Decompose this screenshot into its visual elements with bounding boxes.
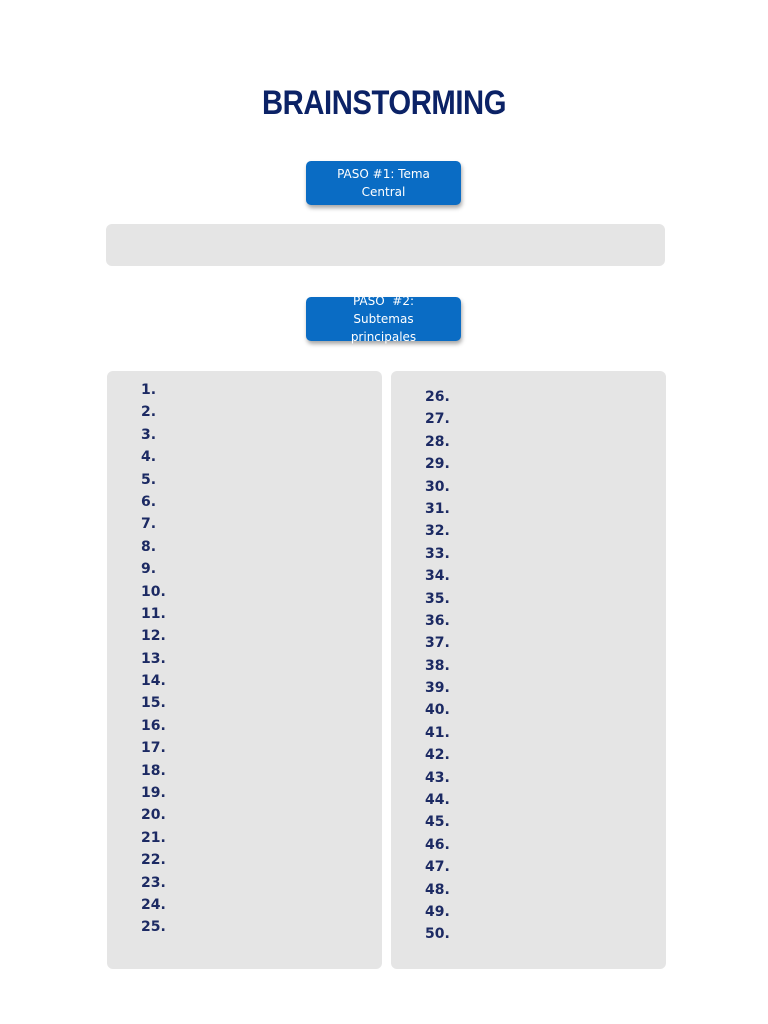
list-item-number: 42. [425,747,450,764]
list-item-number: 18. [141,762,166,779]
list-item-number: 32. [425,523,450,540]
list-item-number: 20. [141,807,166,824]
step2-button[interactable] [306,294,461,344]
page-title: BRAINSTORMING [261,84,507,122]
list-item-number: 15. [141,695,166,712]
list-item-number: 43. [425,769,450,786]
list-item-number: 41. [425,724,450,741]
list-item-number: 35. [425,590,450,607]
list-item-number: 47. [425,859,450,876]
list-item-number: 28. [425,433,450,450]
list-item-number: 39. [425,680,450,697]
list-item-number: 45. [425,814,450,831]
list-item-number: 8. [141,538,157,555]
list-item-number: 4. [141,449,157,466]
subtopics-panel-right[interactable] [391,371,666,969]
subtopics-list-right [391,386,666,946]
list-item-number: 9. [141,561,157,578]
list-item-number: 49. [425,903,450,920]
list-item-number: 26. [425,389,450,405]
list-item-number: 50. [425,926,450,943]
list-item-number: 10. [141,583,166,600]
list-item-number: 29. [425,456,450,473]
list-item-number: 6. [141,493,157,510]
list-item-number: 48. [425,881,450,898]
list-item-number: 1. [141,382,157,398]
list-item-number: 38. [425,657,450,674]
list-item-number: 12. [141,628,166,645]
subtopics-list-left [107,379,382,939]
list-item-number: 46. [425,836,450,853]
subtopics-panel-left[interactable] [107,371,382,969]
list-item-number: 17. [141,740,166,757]
list-item-number: 3. [141,426,157,443]
list-item-number: 16. [141,717,166,734]
list-item-number: 13. [141,650,166,667]
list-item-number: 5. [141,471,157,488]
list-item-number: 19. [141,785,166,802]
list-item-number: 14. [141,673,166,690]
step1-button[interactable] [306,161,461,205]
list-item-number: 23. [141,874,166,891]
list-item-number: 21. [141,829,166,846]
list-item-number: 33. [425,545,450,562]
step2-label: PASO #2: Subtemas principales [350,294,418,344]
central-topic-field[interactable] [106,224,665,266]
step1-label: PASO #1: Tema Central [337,167,434,199]
list-item-number: 37. [425,635,450,652]
list-item-number: 34. [425,568,450,585]
list-item-number: 24. [141,896,166,913]
list-item-number: 31. [425,500,450,517]
list-item-number: 11. [141,605,166,622]
list-item-number: 36. [425,612,450,629]
list-item-number: 40. [425,702,450,719]
list-item-number: 25. [141,919,166,936]
list-item-number: 2. [141,404,157,421]
list-item-number: 27. [425,411,450,428]
list-item-number: 22. [141,852,166,869]
list-item-number: 30. [425,478,450,495]
list-item-number: 7. [141,516,157,533]
list-item-number: 44. [425,792,450,809]
